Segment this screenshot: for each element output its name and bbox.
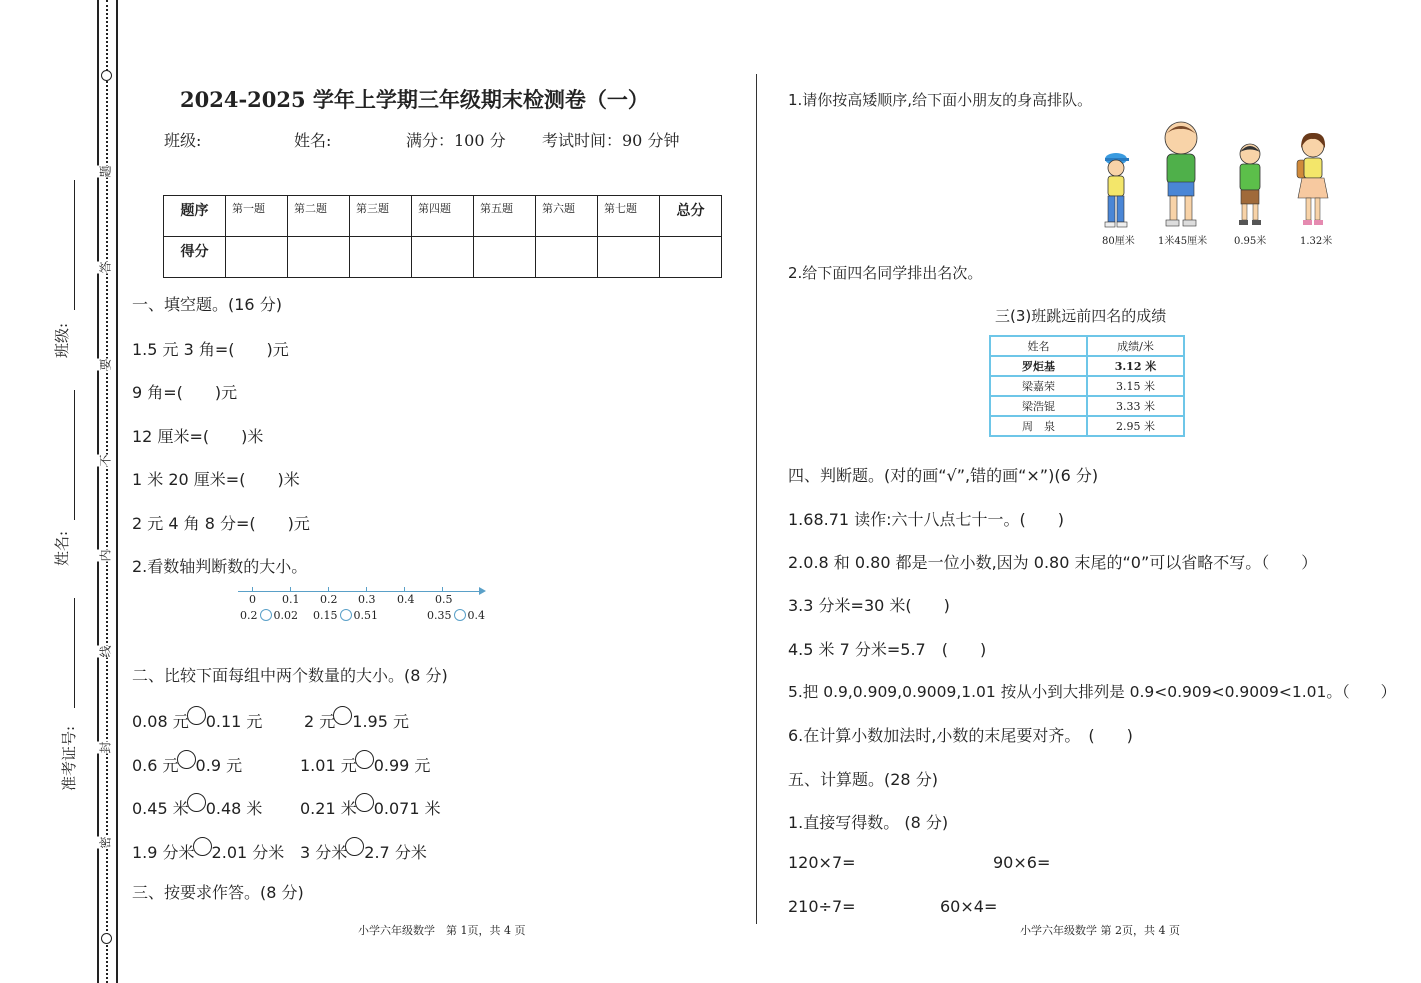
number-compare: 0.15 0.51 — [313, 609, 378, 622]
section3-title: 三、按要求作答。(8 分) — [132, 883, 304, 902]
score-header: 第二题 — [288, 196, 350, 237]
score-header: 第三题 — [350, 196, 412, 237]
jump-table — [989, 335, 1185, 437]
page1-footer: 小学六年级数学 第 1页，共 4 页 — [358, 924, 526, 937]
score-table — [163, 195, 722, 278]
info-full-score: 满分：100 分 — [406, 131, 506, 150]
child-height-label: 0.95米 — [1234, 236, 1267, 247]
judge-item: 1.68.71 读作:六十八点七十一。( ) — [788, 510, 1065, 529]
jump-score: 3.15 米 — [1087, 376, 1184, 396]
jump-name: 梁浩锟 — [990, 396, 1087, 416]
number-line-label: 0.3 — [358, 593, 376, 606]
child-height-label: 80厘米 — [1102, 236, 1135, 247]
score-header: 第一题 — [226, 196, 288, 237]
number-line-tick — [442, 587, 443, 592]
number-line — [238, 591, 482, 592]
compare-circle[interactable] — [333, 706, 352, 725]
score-cell[interactable] — [288, 237, 350, 278]
score-row-label: 得分 — [164, 237, 226, 278]
jump-name: 梁嘉荣 — [990, 376, 1087, 396]
number-line-label: 0.5 — [435, 593, 453, 606]
jump-header: 姓名 — [990, 336, 1087, 356]
compare-pair: 3 分米 2.7 分米 — [300, 837, 427, 863]
number-line-label: 0 — [249, 593, 256, 606]
strip-char: 答 — [98, 261, 113, 274]
section5-title: 五、计算题。(28 分) — [788, 770, 938, 789]
binding-circle-top — [101, 70, 112, 81]
strip-char: 内 — [98, 549, 113, 562]
score-header: 第四题 — [412, 196, 474, 237]
compare-circle[interactable] — [454, 609, 466, 621]
score-cell[interactable] — [660, 237, 722, 278]
compare-pair: 2 元 1.95 元 — [304, 706, 409, 732]
strip-char: 线 — [98, 645, 113, 658]
compare-circle[interactable] — [260, 609, 272, 621]
info-time: 考试时间：90 分钟 — [542, 131, 680, 150]
compare-circle[interactable] — [187, 706, 206, 725]
class-underline — [74, 180, 75, 310]
section1-title: 一、填空题。(16 分) — [132, 295, 282, 314]
calc-item: 210÷7= — [788, 897, 856, 916]
binding-line-right — [116, 0, 118, 983]
jump-score: 3.12 米 — [1087, 356, 1184, 376]
number-compare: 0.2 0.02 — [240, 609, 298, 622]
fill-item: 2 元 4 角 8 分=( )元 — [132, 514, 310, 533]
calc-item: 90×6= — [993, 853, 1051, 872]
number-line-label: 0.2 — [320, 593, 338, 606]
child-green-boy-icon — [1234, 140, 1266, 230]
score-header: 第五题 — [474, 196, 536, 237]
exam-no-label: 准考证号: — [60, 725, 79, 792]
compare-circle[interactable] — [355, 750, 374, 769]
exam-title: 2024-2025 学年上学期三年级期末检测卷（一） — [180, 87, 649, 112]
section4-title: 四、判断题。(对的画“√”,错的画“×”)(6 分) — [788, 466, 1099, 485]
name-label: 姓名: — [53, 530, 72, 567]
page-divider — [756, 74, 757, 924]
number-line-label: 0.4 — [397, 593, 415, 606]
score-cell[interactable] — [536, 237, 598, 278]
strip-char: 封 — [98, 741, 113, 754]
info-class: 班级: — [164, 131, 202, 150]
calc-item: 60×4= — [940, 897, 998, 916]
child-girl-icon — [1293, 130, 1333, 230]
compare-pair: 0.6 元 0.9 元 — [132, 750, 242, 776]
compare-circle[interactable] — [355, 793, 374, 812]
compare-circle[interactable] — [340, 609, 352, 621]
number-line-tick — [366, 587, 367, 592]
strip-char: 密 — [98, 836, 113, 849]
score-cell[interactable] — [412, 237, 474, 278]
number-line-label: 0.1 — [282, 593, 300, 606]
number-line-tick — [290, 587, 291, 592]
judge-item: 5.把 0.9,0.909,0.9009,1.01 按从小到大排列是 0.9<0.909<0.9009<1.01。（ ） — [788, 683, 1397, 701]
compare-circle[interactable] — [177, 750, 196, 769]
strip-char: 要 — [98, 358, 113, 371]
score-cell[interactable] — [226, 237, 288, 278]
name-underline — [74, 390, 75, 520]
score-cell[interactable] — [350, 237, 412, 278]
compare-circle[interactable] — [187, 793, 206, 812]
judge-item: 4.5 米 7 分米=5.7 ( ) — [788, 640, 987, 659]
section2-title: 二、比较下面每组中两个数量的大小。(8 分) — [132, 666, 448, 685]
class-label: 班级: — [53, 322, 72, 359]
binding-circle-bottom — [101, 933, 112, 944]
score-header: 第七题 — [598, 196, 660, 237]
fill-item: 12 厘米=( )米 — [132, 427, 264, 446]
child-height-label: 1.32米 — [1300, 236, 1333, 247]
judge-item: 2.0.8 和 0.80 都是一位小数,因为 0.80 末尾的“0”可以省略不写。（ ） — [788, 553, 1318, 572]
page2-footer: 小学六年级数学 第 2页，共 4 页 — [1020, 924, 1180, 937]
jump-table-title: 三(3)班跳远前四名的成绩 — [995, 307, 1167, 325]
fill-item: 1 米 20 厘米=( )米 — [132, 470, 300, 489]
number-line-tick — [328, 587, 329, 592]
child-tall-boy-icon — [1158, 120, 1204, 230]
compare-pair: 0.21 米 0.071 米 — [300, 793, 441, 819]
score-cell[interactable] — [474, 237, 536, 278]
compare-circle[interactable] — [345, 837, 364, 856]
q2-number-line: 2.看数轴判断数的大小。 — [132, 557, 308, 576]
judge-item: 6.在计算小数加法时,小数的末尾要对齐。 ( ) — [788, 726, 1133, 745]
p2-q1: 1.请你按高矮顺序,给下面小朋友的身高排队。 — [788, 91, 1093, 109]
section5-sub1: 1.直接写得数。 (8 分) — [788, 813, 949, 832]
compare-circle[interactable] — [193, 837, 212, 856]
compare-pair: 1.9 分米 2.01 分米 — [132, 837, 284, 863]
calc-item: 120×7= — [788, 853, 856, 872]
jump-name: 罗炬基 — [990, 356, 1087, 376]
compare-pair: 0.45 米 0.48 米 — [132, 793, 262, 819]
jump-name: 周 泉 — [990, 416, 1087, 436]
fill-item: 9 角=( )元 — [132, 383, 238, 402]
p2-q2: 2.给下面四名同学排出名次。 — [788, 264, 983, 282]
number-line-arrow — [479, 587, 486, 595]
jump-header: 成绩/米 — [1087, 336, 1184, 356]
jump-score: 2.95 米 — [1087, 416, 1184, 436]
number-compare: 0.35 0.4 — [427, 609, 485, 622]
strip-char: 不 — [98, 454, 113, 467]
judge-item: 3.3 分米=30 米( ) — [788, 596, 950, 615]
info-name: 姓名: — [294, 131, 332, 150]
jump-score: 3.33 米 — [1087, 396, 1184, 416]
compare-pair: 1.01 元 0.99 元 — [300, 750, 430, 776]
fill-item: 1.5 元 3 角=( )元 — [132, 340, 289, 359]
score-header: 第六题 — [536, 196, 598, 237]
number-line-tick — [404, 587, 405, 592]
exam-no-underline — [74, 598, 75, 708]
score-header: 题序 — [164, 196, 226, 237]
compare-pair: 0.08 元 0.11 元 — [132, 706, 262, 732]
child-boy-cap-icon — [1099, 150, 1135, 230]
strip-char: 题 — [98, 165, 113, 178]
number-line-tick — [252, 587, 253, 592]
score-cell[interactable] — [598, 237, 660, 278]
child-height-label: 1米45厘米 — [1158, 236, 1208, 247]
score-header: 总分 — [660, 196, 722, 237]
